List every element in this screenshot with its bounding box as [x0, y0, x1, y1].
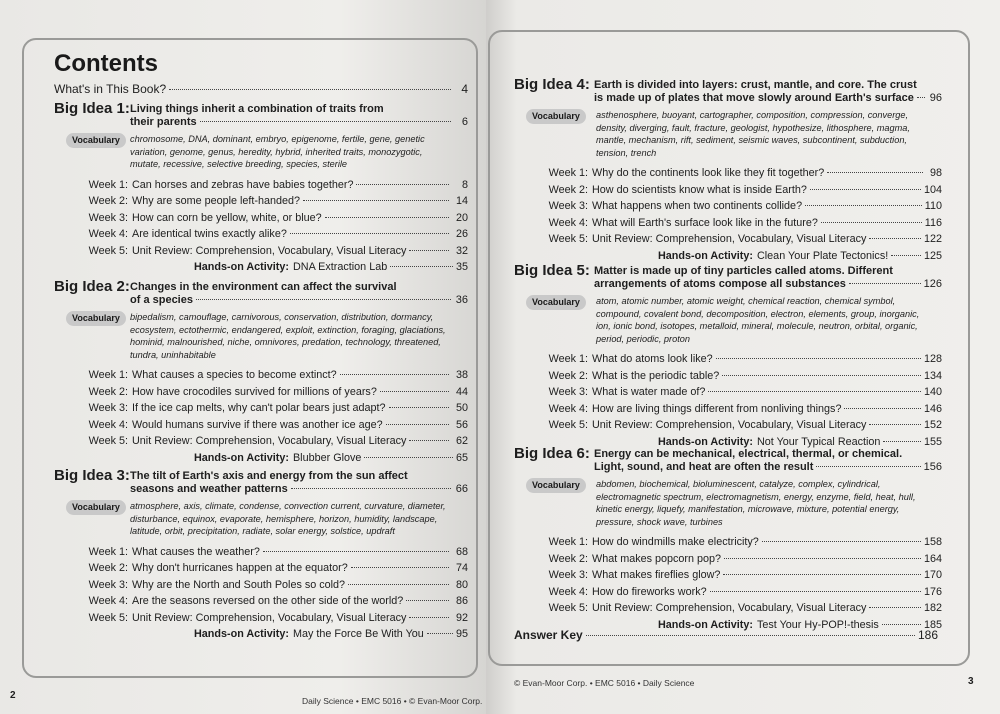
vocabulary-list: density, diverging, fault, fracture, geologist, hypothesize, lithosphere, magma, — [596, 122, 910, 133]
week-question: How do windmills make electricity? — [592, 536, 759, 548]
week-entry[interactable] — [84, 212, 468, 224]
week-label: Week 2: — [88, 562, 128, 574]
toc-entry-page: 32 — [455, 244, 468, 257]
toc-entry-answer-key[interactable] — [514, 628, 938, 642]
week-label: Week 3: — [88, 578, 128, 591]
week-entry[interactable] — [544, 602, 942, 614]
big-idea-title: Earth is divided into layers: crust, mantle, and core. The crust — [594, 79, 917, 91]
left-footer: Daily Science • EMC 5016 • © Evan-Moor Corp. — [302, 696, 483, 706]
week-question: Why are some people left-handed? — [132, 195, 301, 207]
week-question: Unit Review: Comprehension, Vocabulary, Visual Literacy — [132, 244, 407, 257]
week-question: Are the seasons reversed on the other side of the world? — [132, 595, 404, 607]
week-question: Why don't hurricanes happen at the equator? — [132, 562, 348, 574]
week-entry[interactable] — [84, 245, 468, 257]
week-question: What is the periodic table? — [592, 369, 720, 382]
hands-on-title: Blubber Glove — [292, 451, 362, 464]
vocabulary-list: pressure, shock wave, turbines — [596, 516, 723, 527]
big-idea-title-cont: arrangements of atoms compose all substances — [594, 278, 846, 290]
vocabulary-list: period, periodic, proton — [596, 333, 690, 344]
week-label: Week 3: — [548, 200, 588, 212]
leader-dots — [827, 172, 923, 173]
week-entry[interactable] — [544, 370, 942, 382]
week-label: Week 5: — [548, 602, 588, 614]
leader-dots — [708, 391, 921, 392]
toc-entry-whats-in[interactable] — [54, 82, 468, 96]
week-entry[interactable] — [544, 167, 942, 179]
week-label: Week 1: — [88, 545, 128, 558]
vocabulary-list: atom, atomic number, atomic weight, chemical reaction, chemical symbol, — [596, 296, 896, 306]
week-question: Can horses and zebras have babies together? — [132, 178, 354, 191]
toc-entry-page: 156 — [923, 461, 942, 473]
leader-dots — [290, 233, 449, 234]
hands-on-label: Hands-on Activity: — [194, 628, 289, 640]
vocabulary-list: electromagnetic spectrum, electromagnetism, energy, enzyme, field, heat, hull, — [596, 491, 916, 502]
leader-dots — [200, 121, 451, 122]
leader-dots — [917, 97, 925, 98]
week-question: Are identical twins exactly alike? — [132, 228, 287, 240]
leader-dots — [849, 283, 921, 284]
leader-dots — [716, 358, 921, 359]
hands-on-activity-entry[interactable] — [194, 452, 468, 464]
week-question: Unit Review: Comprehension, Vocabulary, Visual Literacy — [592, 419, 867, 431]
leader-dots — [869, 238, 921, 239]
vocabulary-list: abdomen, biochemical, bioluminescent, catalyze, complex, cylindrical, — [596, 479, 881, 489]
week-entry[interactable] — [84, 435, 468, 447]
toc-entry-page: 125 — [923, 249, 942, 262]
leader-dots — [805, 205, 922, 206]
toc-entry-page: 36 — [455, 294, 468, 306]
week-entry[interactable] — [544, 353, 942, 365]
vocabulary-list: latitude, orbit, precipitation, radiate, solar energy, solstice, updraft — [130, 526, 395, 536]
week-label: Week 3: — [88, 402, 128, 414]
week-entry[interactable] — [84, 579, 468, 591]
toc-entry-page: 66 — [455, 483, 468, 495]
leader-dots — [348, 584, 449, 585]
toc-entry-page: 44 — [455, 385, 468, 398]
week-question: What makes popcorn pop? — [592, 552, 722, 565]
hands-on-title: DNA Extraction Lab — [292, 261, 388, 273]
toc-entry-page: 92 — [455, 611, 468, 624]
big-idea-label: Big Idea 5: — [514, 262, 590, 279]
week-label: Week 3: — [548, 569, 588, 581]
leader-dots — [724, 558, 921, 559]
toc-entry-label: What's in This Book? — [54, 82, 167, 96]
vocabulary-badge: Vocabulary — [66, 500, 126, 515]
leader-dots — [710, 591, 921, 592]
big-idea-entry[interactable] — [594, 278, 942, 290]
toc-entry-page: 6 — [461, 116, 468, 128]
big-idea-title-cont: Light, sound, and heat are often the result — [594, 461, 814, 473]
leader-dots — [380, 391, 449, 392]
leader-dots — [722, 375, 921, 376]
week-entry[interactable] — [84, 386, 468, 398]
week-label: Week 2: — [88, 195, 128, 207]
leader-dots — [869, 424, 921, 425]
toc-entry-page: 14 — [455, 195, 468, 207]
toc-entry-page: 158 — [923, 536, 942, 548]
leader-dots — [351, 567, 449, 568]
toc-entry-page: 62 — [455, 435, 468, 447]
toc-entry-page: 122 — [923, 233, 942, 245]
week-entry[interactable] — [544, 553, 942, 565]
leader-dots — [196, 299, 451, 300]
vocabulary-badge: Vocabulary — [526, 295, 586, 310]
week-entry[interactable] — [544, 184, 942, 196]
week-label: Week 5: — [548, 233, 588, 245]
big-idea-title-cont: is made up of plates that move slowly around Earth's surface — [594, 92, 914, 104]
vocabulary-list: tundra, uninhabitable — [130, 349, 216, 360]
week-entry[interactable] — [84, 419, 468, 431]
week-entry[interactable] — [84, 595, 468, 607]
leader-dots — [409, 440, 449, 441]
vocabulary-list: mantle, mechanism, rift, sediment, seismic waves, subcontinent, subduction, — [596, 135, 907, 145]
week-question: How are living things different from nonliving things? — [592, 402, 842, 415]
week-label: Week 3: — [88, 211, 128, 224]
toc-entry-page: 96 — [929, 92, 942, 104]
week-label: Week 2: — [548, 369, 588, 382]
toc-entry-page: 146 — [923, 402, 942, 415]
week-question: Why are the North and South Poles so cold? — [132, 578, 346, 591]
toc-entry-page: 95 — [455, 628, 468, 640]
vocabulary-list: bipedalism, camouflage, carnivorous, conservation, distribution, dormancy, — [130, 312, 434, 322]
week-entry[interactable] — [84, 228, 468, 240]
big-idea-entry[interactable] — [594, 461, 942, 473]
week-question: What happens when two continents collide? — [592, 200, 803, 212]
big-idea-title: Changes in the environment can affect the survival — [130, 281, 397, 293]
week-question: What causes a species to become extinct? — [132, 369, 337, 381]
toc-entry-page: 126 — [923, 278, 942, 290]
toc-entry-page: 134 — [923, 369, 942, 382]
week-entry[interactable] — [544, 569, 942, 581]
week-question: What causes the weather? — [132, 545, 260, 558]
week-entry[interactable] — [84, 612, 468, 624]
leader-dots — [303, 200, 449, 201]
hands-on-label: Hands-on Activity: — [194, 261, 289, 273]
vocabulary-list: ecosystem, ectothermic, endangered, exploit, extinction, foraging, glaciations, — [130, 324, 446, 335]
leader-dots — [810, 189, 921, 190]
leader-dots — [263, 551, 449, 552]
week-question: What is water made of? — [592, 386, 706, 398]
hands-on-label: Hands-on Activity: — [194, 451, 289, 464]
leader-dots — [389, 407, 449, 408]
week-entry[interactable] — [84, 402, 468, 414]
leader-dots — [821, 222, 922, 223]
toc-entry-page: 186 — [917, 628, 938, 642]
week-label: Week 5: — [548, 419, 588, 431]
leader-dots — [409, 250, 449, 251]
week-label: Week 2: — [88, 385, 128, 398]
toc-entry-page: 8 — [461, 178, 468, 191]
week-question: How have crocodiles survived for millions of years? — [132, 385, 377, 398]
toc-entry-page: 152 — [923, 419, 942, 431]
week-question: Would humans survive if there was another ice age? — [132, 418, 383, 431]
toc-entry-page: 80 — [455, 578, 468, 591]
vocabulary-list: variation, genome, genus, heredity, hybrid, inherited traits, monozygotic, — [130, 146, 423, 157]
leader-dots — [882, 624, 921, 625]
big-idea-entry[interactable] — [130, 116, 468, 128]
big-idea-title: Matter is made up of tiny particles called atoms. Different — [594, 265, 893, 277]
hands-on-title: Test Your Hy-POP!-thesis — [756, 618, 879, 631]
week-question: What do atoms look like? — [592, 353, 713, 365]
vocabulary-list: hominid, malnourished, niche, omnivores, predation, technology, threatened, — [130, 337, 441, 347]
vocabulary-list: atmosphere, axis, climate, condense, convection current, curvature, diameter, — [130, 501, 446, 511]
big-idea-entry[interactable] — [130, 483, 468, 495]
page-title: Contents — [54, 50, 158, 77]
vocabulary-badge: Vocabulary — [66, 133, 126, 148]
right-page-number: 3 — [968, 676, 974, 687]
hands-on-title: May the Force Be With You — [292, 628, 424, 640]
hands-on-label: Hands-on Activity: — [658, 435, 753, 448]
big-idea-label: Big Idea 4: — [514, 76, 590, 93]
week-label: Week 5: — [88, 435, 128, 447]
leader-dots — [883, 441, 921, 442]
toc-entry-page: 35 — [455, 261, 468, 273]
week-entry[interactable] — [84, 179, 468, 191]
week-question: Unit Review: Comprehension, Vocabulary, Visual Literacy — [132, 611, 407, 624]
leader-dots — [364, 457, 453, 458]
week-question: What makes fireflies glow? — [592, 569, 721, 581]
big-idea-entry[interactable] — [594, 92, 942, 104]
big-idea-title-cont: their parents — [130, 116, 197, 128]
vocabulary-badge: Vocabulary — [526, 109, 586, 124]
vocabulary-list: compound, covalent bond, decomposition, electron, elements, group, inorganic, — [596, 308, 920, 319]
week-label: Week 1: — [548, 353, 588, 365]
hands-on-activity-entry[interactable] — [194, 261, 468, 273]
leader-dots — [325, 217, 449, 218]
leader-dots — [844, 408, 921, 409]
toc-entry-page: 20 — [455, 211, 468, 224]
week-entry[interactable] — [84, 195, 468, 207]
toc-entry-page: 182 — [923, 602, 942, 614]
week-label: Week 4: — [88, 595, 128, 607]
toc-entry-page: 56 — [455, 418, 468, 431]
week-label: Week 5: — [88, 244, 128, 257]
vocabulary-list: disturbance, equinox, evaporate, hemisphere, horizon, humidity, landscape, — [130, 513, 438, 524]
right-footer: © Evan-Moor Corp. • EMC 5016 • Daily Science — [514, 678, 695, 688]
leader-dots — [169, 89, 451, 90]
toc-entry-page: 155 — [923, 435, 942, 448]
hands-on-activity-entry[interactable] — [658, 250, 942, 262]
week-entry[interactable] — [84, 546, 468, 558]
week-question: What will Earth's surface look like in the future? — [592, 216, 818, 229]
week-entry[interactable] — [544, 217, 942, 229]
week-entry[interactable] — [544, 536, 942, 548]
big-idea-title-cont: of a species — [130, 294, 193, 306]
vocabulary-list: ion, ionic bond, isotopes, metalloid, mineral, molecule, neutron, orbital, organic, — [596, 321, 918, 331]
leader-dots — [762, 541, 921, 542]
week-question: Unit Review: Comprehension, Vocabulary, Visual Literacy — [592, 233, 867, 245]
week-label: Week 2: — [548, 552, 588, 565]
toc-entry-label: Answer Key — [514, 628, 583, 642]
week-question: How can corn be yellow, white, or blue? — [132, 211, 322, 224]
left-page-number: 2 — [10, 690, 16, 701]
toc-entry-page: 185 — [923, 618, 942, 631]
leader-dots — [723, 574, 921, 575]
week-question: How do fireworks work? — [592, 585, 707, 598]
leader-dots — [291, 488, 451, 489]
week-question: Why do the continents look like they fit together? — [592, 167, 825, 179]
week-entry[interactable] — [544, 419, 942, 431]
leader-dots — [386, 424, 449, 425]
leader-dots — [586, 635, 915, 636]
week-label: Week 1: — [548, 536, 588, 548]
toc-entry-page: 128 — [923, 353, 942, 365]
hands-on-title: Not Your Typical Reaction — [756, 435, 881, 448]
toc-entry-page: 176 — [923, 585, 942, 598]
big-idea-title-cont: seasons and weather patterns — [130, 483, 288, 495]
week-entry[interactable] — [544, 233, 942, 245]
big-idea-title: Living things inherit a combination of traits from — [130, 103, 384, 115]
week-label: Week 5: — [88, 611, 128, 624]
big-idea-title: The tilt of Earth's axis and energy from the sun affect — [130, 470, 408, 482]
toc-entry-page: 104 — [923, 183, 942, 196]
toc-entry-page: 140 — [923, 386, 942, 398]
vocabulary-list: asthenosphere, buoyant, cartographer, composition, compression, converge, — [596, 110, 909, 120]
vocabulary-badge: Vocabulary — [526, 478, 586, 493]
big-idea-label: Big Idea 3: — [54, 467, 130, 484]
toc-entry-page: 74 — [455, 562, 468, 574]
week-label: Week 4: — [548, 585, 588, 598]
leader-dots — [340, 374, 449, 375]
big-idea-label: Big Idea 6: — [514, 445, 590, 462]
vocabulary-list: chromosome, DNA, dominant, embryo, epigenome, fertile, gene, genetic — [130, 134, 425, 144]
big-idea-entry[interactable] — [130, 294, 468, 306]
hands-on-label: Hands-on Activity: — [658, 249, 753, 262]
vocabulary-list: kinetic energy, liquefy, manifestation, microwave, mixture, potential energy, — [596, 504, 900, 514]
toc-entry-page: 110 — [924, 200, 942, 212]
toc-entry-page: 38 — [455, 369, 468, 381]
big-idea-title: Energy can be mechanical, electrical, thermal, or chemical. — [594, 448, 903, 460]
leader-dots — [406, 600, 449, 601]
hands-on-title: Clean Your Plate Tectonics! — [756, 249, 889, 262]
toc-entry-page: 68 — [455, 545, 468, 558]
leader-dots — [390, 266, 453, 267]
hands-on-activity-entry[interactable] — [194, 628, 468, 640]
week-label: Week 3: — [548, 386, 588, 398]
week-question: Unit Review: Comprehension, Vocabulary, Visual Literacy — [132, 435, 407, 447]
big-idea-label: Big Idea 1: — [54, 100, 130, 117]
leader-dots — [869, 607, 921, 608]
toc-entry-page: 86 — [455, 595, 468, 607]
vocabulary-list: tension, trench — [596, 147, 657, 158]
week-label: Week 4: — [548, 216, 588, 229]
leader-dots — [356, 184, 449, 185]
toc-entry-page: 164 — [923, 552, 942, 565]
week-label: Week 2: — [548, 183, 588, 196]
week-label: Week 4: — [88, 418, 128, 431]
week-label: Week 1: — [88, 369, 128, 381]
hands-on-activity-entry[interactable] — [658, 436, 942, 448]
big-idea-label: Big Idea 2: — [54, 278, 130, 295]
toc-entry-page: 4 — [461, 82, 468, 96]
toc-entry-page: 50 — [455, 402, 468, 414]
week-entry[interactable] — [544, 200, 942, 212]
week-question: If the ice cap melts, why can't polar bears just adapt? — [132, 402, 386, 414]
toc-entry-page: 98 — [929, 167, 942, 179]
week-question: Unit Review: Comprehension, Vocabulary, Visual Literacy — [592, 602, 867, 614]
leader-dots — [409, 617, 449, 618]
week-entry[interactable] — [544, 386, 942, 398]
leader-dots — [427, 633, 453, 634]
toc-entry-page: 116 — [924, 216, 942, 229]
week-question: How do scientists know what is inside Earth? — [592, 183, 807, 196]
leader-dots — [891, 255, 921, 256]
hands-on-label: Hands-on Activity: — [658, 618, 753, 631]
vocabulary-badge: Vocabulary — [66, 311, 126, 326]
week-label: Week 4: — [548, 402, 588, 415]
leader-dots — [816, 466, 920, 467]
week-entry[interactable] — [84, 369, 468, 381]
toc-entry-page: 26 — [455, 228, 468, 240]
vocabulary-list: mutate, recessive, selective breeding, species, sterile — [130, 159, 348, 169]
toc-entry-page: 65 — [455, 451, 468, 464]
week-entry[interactable] — [544, 586, 942, 598]
week-label: Week 1: — [88, 178, 128, 191]
toc-entry-page: 170 — [923, 569, 942, 581]
week-entry[interactable] — [544, 403, 942, 415]
week-label: Week 4: — [88, 228, 128, 240]
week-label: Week 1: — [548, 167, 588, 179]
week-entry[interactable] — [84, 562, 468, 574]
